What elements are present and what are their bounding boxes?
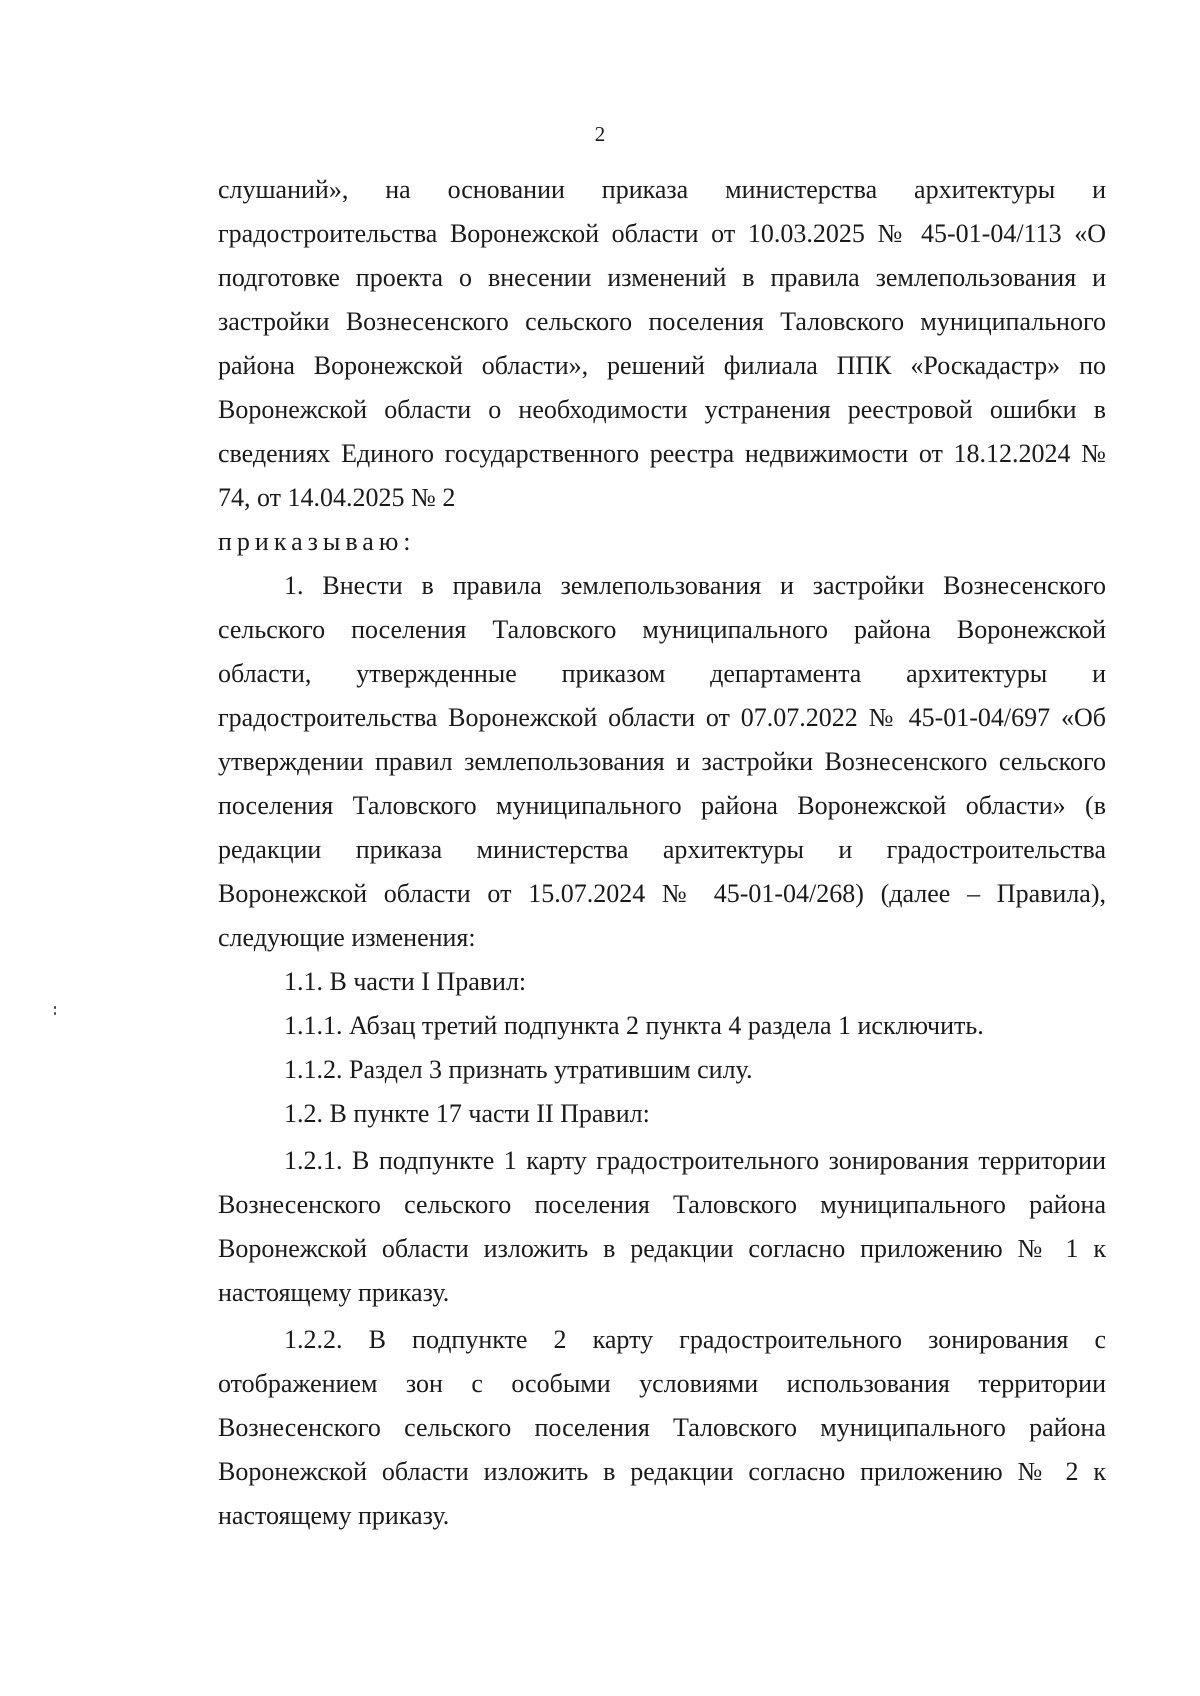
scan-mark xyxy=(52,1006,58,1016)
clause-1-2-2: 1.2.2. В подпункте 2 карту градостроительного зонирования с отображением зон с особыми условиями использования территории Вознесенского сельского поселения Таловского муниципального района Воронежской области изложить в редакции согласно приложению № 2 к настоящему приказу. xyxy=(218,1325,1106,1530)
clause-1: 1. Внести в правила землепользования и застройки Вознесенского сельского поселения Таловского муниципального района Воронежской области, утвержденные приказом департамента архитектуры и градостроительства Воронежской области от 07.07.2022 № 45-01-04/697 «Об утверждении правил землепользования и застройки Вознесенского сельского поселения Таловского муниципального района Воронежской области» (в редакции приказа министерства архитектуры и градостроительства Воронежской области от 15.07.2024 № 45-01-04/268) (далее – Правила), следующие изменения: xyxy=(218,571,1106,952)
page-number: 2 xyxy=(594,122,606,146)
clause-1-1-1: 1.1.1. Абзац третий подпункта 2 пункта 4 раздела 1 исключить. xyxy=(284,1011,984,1040)
clause-1-2-1: 1.2.1. В подпункте 1 карту градостроительного зонирования территории Вознесенского сельского поселения Таловского муниципального района Воронежской области изложить в редакции согласно приложению № 1 к настоящему приказу. xyxy=(218,1146,1106,1307)
clause-1-1: 1.1. В части I Правил: xyxy=(284,967,527,996)
clause-1-2: 1.2. В пункте 17 части II Правил: xyxy=(284,1099,650,1128)
document-body xyxy=(218,168,1106,1538)
preamble-paragraph: слушаний», на основании приказа министерства архитектуры и градостроительства Воронежской области от 10.03.2025 № 45-01-04/113 «О подготовке проекта о внесении изменений в правила землепользования и застройки Вознесенского сельского поселения Таловского муниципального района Воронежской области», решений филиала ППК «Роскадастр» по Воронежской области о необходимости устранения реестровой ошибки в сведениях Единого государственного реестра недвижимости от 18.12.2024 № 74, от 14.04.2025 № 2 xyxy=(218,175,1106,512)
clause-1-1-2: 1.1.2. Раздел 3 признать утратившим силу. xyxy=(284,1055,753,1084)
order-word: приказываю: xyxy=(218,527,416,556)
